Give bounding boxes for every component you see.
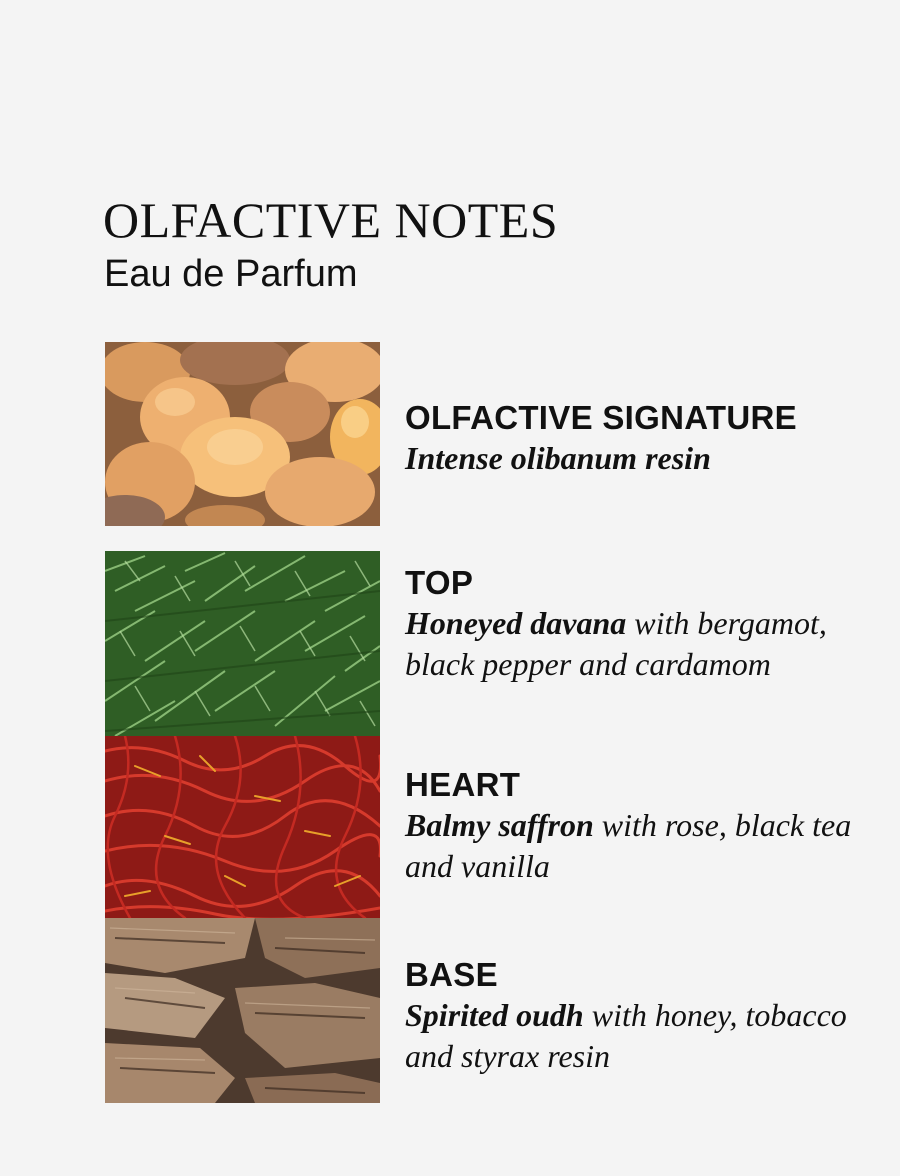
- note-rest: with rose, black tea and vanilla: [405, 807, 852, 884]
- oudh-bark-image: [105, 918, 380, 1103]
- note-heading: HEART: [405, 766, 521, 803]
- note-top: [405, 563, 875, 685]
- note-rest: with bergamot, black pepper and cardamom: [405, 605, 827, 682]
- note-heading: TOP: [405, 564, 474, 601]
- note-description: [405, 805, 875, 887]
- davana-herb-image: [105, 551, 380, 736]
- note-emphasis: Balmy saffron: [405, 807, 594, 843]
- note-signature: [405, 398, 875, 479]
- saffron-image: [105, 736, 380, 918]
- note-description: [405, 438, 875, 479]
- note-rest: with honey, tobacco and styrax resin: [405, 997, 847, 1074]
- olibanum-resin-image: [105, 342, 380, 526]
- note-emphasis: Spirited oudh: [405, 997, 584, 1033]
- note-description: [405, 603, 875, 685]
- note-base: [405, 955, 875, 1077]
- note-heading: BASE: [405, 956, 498, 993]
- note-description: [405, 995, 875, 1077]
- page-title: OLFACTIVE NOTES: [103, 192, 559, 248]
- note-emphasis: Honeyed davana: [405, 605, 627, 641]
- note-heading: OLFACTIVE SIGNATURE: [405, 399, 797, 436]
- note-emphasis: Intense olibanum resin: [405, 440, 711, 476]
- page-subtitle: Eau de Parfum: [104, 253, 358, 295]
- note-heart: [405, 765, 875, 887]
